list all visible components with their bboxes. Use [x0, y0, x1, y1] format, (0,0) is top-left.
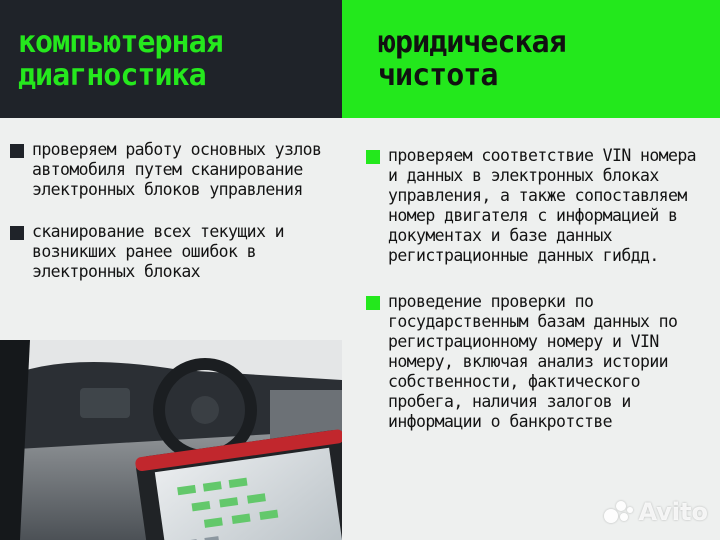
left-bullet-list [10, 140, 328, 282]
watermark-text: Avito [638, 498, 708, 526]
avito-logo-icon [604, 499, 634, 525]
list-item [10, 222, 328, 282]
list-item [366, 292, 706, 432]
list-item [366, 146, 706, 266]
avito-watermark [604, 498, 708, 526]
left-title: компьютерная диагностика [18, 25, 223, 93]
bullet-text: проверяем соответствие VIN номера и данных в электронных блоках управления, а также сопоставляем номер двигателя с информацией в документах и базе данных регистрационные данных гибдд. [388, 146, 697, 265]
bullet-text: проведение проверки по государственным базам данных по регистрационному номеру и VIN номеру, включая анализ истории собственности, фактического пробега, наличия залогов и информации о банкротстве [388, 292, 678, 431]
bullet-square-icon [366, 296, 380, 310]
diagnostic-tablet-illustration [0, 340, 342, 540]
list-item [10, 140, 328, 200]
bullet-text: сканирование всех текущих и возникших ранее ошибок в электронных блоках [32, 222, 285, 281]
bullet-square-icon [10, 226, 24, 240]
bullet-square-icon [10, 144, 24, 158]
right-bullet-list [366, 146, 706, 432]
bullet-square-icon [366, 150, 380, 164]
bullet-text: проверяем работу основных узлов автомобиля путем сканирование электронных блоков управления [32, 140, 322, 199]
right-title: юридическая чистота [378, 25, 566, 93]
car-diagnostic-photo [0, 340, 342, 540]
